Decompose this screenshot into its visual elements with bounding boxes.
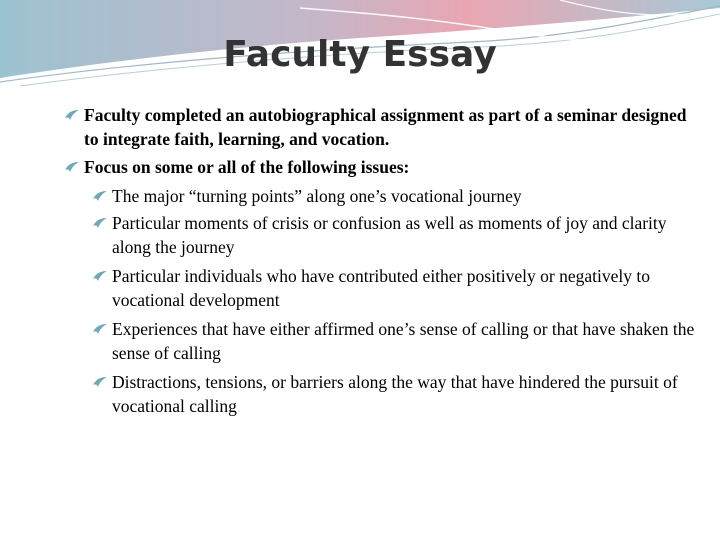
bird-swoosh-icon xyxy=(64,161,80,173)
sub-bullet-text: Experiences that have either affirmed one’s sense of calling or that have shaken the sense of calling xyxy=(112,319,695,363)
bird-swoosh-icon xyxy=(92,270,108,282)
sub-bullet-text: Distractions, tensions, or barriers along the way that have hindered the pursuit of vocational calling xyxy=(112,372,678,416)
bullet-item xyxy=(84,103,704,151)
sub-bullet-item xyxy=(112,211,698,259)
bird-swoosh-icon xyxy=(92,217,108,229)
bullet-item xyxy=(84,155,704,179)
sub-bullet-text: Particular individuals who have contributed either positively or negatively to vocational development xyxy=(112,266,650,310)
bird-swoosh-icon xyxy=(92,323,108,335)
bird-swoosh-icon xyxy=(64,109,80,121)
sub-bullet-text: Particular moments of crisis or confusion as well as moments of joy and clarity along the journey xyxy=(112,213,667,257)
bird-swoosh-icon xyxy=(92,190,108,202)
bullet-text: Faculty completed an autobiographical assignment as part of a seminar designed to integrate faith, learning, and vocation. xyxy=(84,105,687,149)
bird-swoosh-icon xyxy=(92,376,108,388)
sub-bullet-item xyxy=(112,264,698,312)
bullet-text: Focus on some or all of the following issues: xyxy=(84,157,410,177)
sub-bullet-item xyxy=(112,370,698,418)
sub-bullet-item xyxy=(112,184,698,208)
slide-title: Faculty Essay xyxy=(223,34,497,75)
sub-bullet-text: The major “turning points” along one’s vocational journey xyxy=(112,186,522,206)
sub-bullet-item xyxy=(112,317,698,365)
